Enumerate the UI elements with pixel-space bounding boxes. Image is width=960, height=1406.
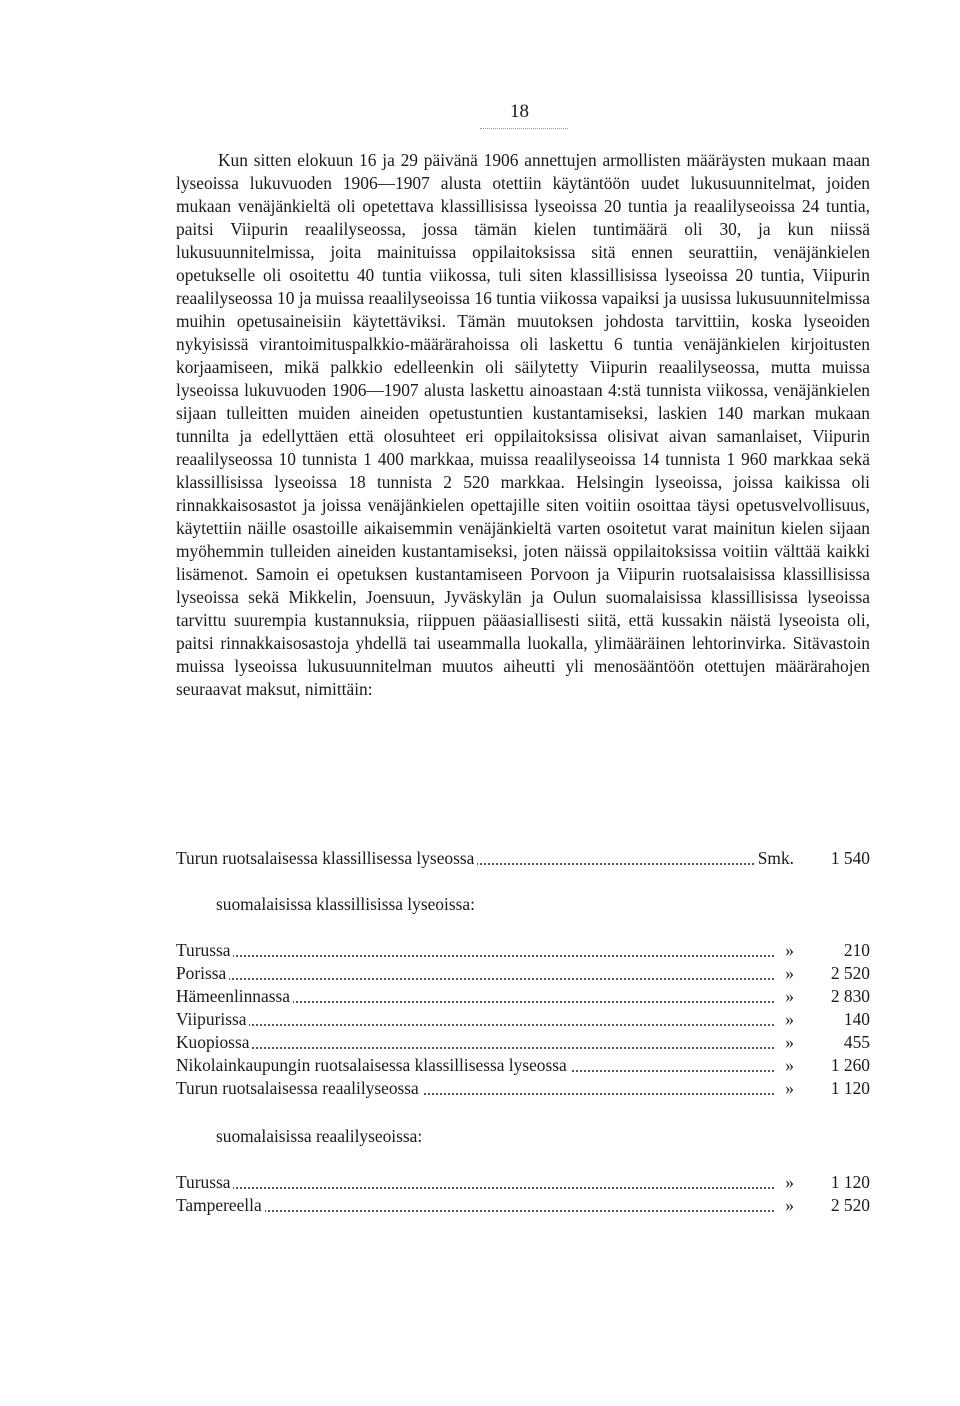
- row-amount: 455: [843, 1032, 870, 1052]
- row-unit: »: [781, 962, 794, 985]
- row-amount: 1 120: [830, 1078, 870, 1098]
- row-unit: »: [781, 1031, 794, 1054]
- row-label: Hämeenlinnassa: [176, 985, 293, 1008]
- row-label: Turussa: [176, 939, 233, 962]
- ledger-row: [176, 1194, 870, 1217]
- leader-dots: [176, 1210, 774, 1212]
- section-heading-classical: suomalaisissa klassillisissa lyseoissa:: [216, 894, 475, 914]
- section-heading-real: suomalaisissa reaalilyseoissa:: [216, 1126, 423, 1146]
- body-paragraph: Kun sitten elokuun 16 ja 29 päivänä 1906 annettujen armollisten määräysten mukaan maan lyseoissa lukuvuoden 1906—1907 alusta otettiin käytäntöön uudet lukusuunnitelmat, joiden mukaan venäjänkieltä oli opetettava klassillisissa lyseoissa 20 tuntia ja reaalilyseoissa 24 tuntia, paitsi Viipurin reaalilyseossa, jossa tämän kielen tuntimäärä oli 30, ja kun niissä lukusuunnitelmissa, joita mainituissa oppilaitoksissa sitä ennen seurattiin, venäjänkielen opetukselle oli osoitettu 40 tuntia viikossa, tuli siten klassillisissa lyseoissa 20 tuntia, Viipurin reaalilyseossa 10 ja muissa reaalilyseoissa 16 tuntia viikossa vapaiksi ja uusissa lukusuunnitelmissa muihin opetusaineisiin käytettäviksi. Tämän muutoksen johdosta tarvittiin, koska lyseoiden nykyisissä virantoimituspalkkio-määrärahoissa oli laskettu 6 tuntia venäjänkielen kirjoitusten korjaamiseen, mikä palkkio edelleenkin oli säilytetty Viipurin reaalilyseossa, mutta muissa lyseoissa lukuvuoden 1906—1907 alusta laskettu ainoastaan 4:stä tunnista viikossa, venäjänkielen sijaan tulleitten muiden aineiden opetustuntien kustantamiseksi, laskien 140 markan mukaan tunnilta ja edellyttäen että olosuhteet eri oppilaitoksissa olisivat aivan samanlaiset, Viipurin reaalilyseossa 10 tunnista 1 400 markkaa, muissa reaalilyseoissa 14 tunnista 1 960 markkaa sekä klassillisissa lyseoissa 18 tunnista 2 520 markkaa. Helsingin lyseoissa, joissa kaikissa oli rinnakkaisosastot ja joissa venäjänkielen opettajille siten voitiin osoittaa täysi opetusvelvollisuus, käytettiin näille osastoille aikaisemmin venäjänkieltä varten osoitetut varat mainitun kielen sijaan myöhemmin tulleiden aineiden kustantamiseksi, joten näissä oppilaitoksissa voitiin välttää kaikki lisämenot. Samoin ei opetuksen kustantamiseen Porvoon ja Viipurin ruotsalaisissa klassillisissa lyseoissa sekä Mikkelin, Joensuun, Jyväskylän ja Oulun suomalaisissa klassillisissa lyseoissa tarvittu suurempia kustannuksia, riippuen pääasiallisesti siitä, että kussakin näistä lyseoista oli, paitsi rinnakkaisosastoja yhdellä tai useammalla luokalla, ylimääräinen lehtorinvirka. Sitävastoin muissa lyseoissa lukusuunnitelman muutos aiheutti yli menosääntöön otettujen määrärahojen seuraavat maksut, nimittäin:: [176, 150, 870, 699]
- row-amount: 210: [843, 940, 870, 960]
- row-unit: »: [781, 985, 794, 1008]
- row-amount: 140: [843, 1009, 870, 1029]
- row-label: Kuopiossa: [176, 1031, 252, 1054]
- leader-dots: [176, 1024, 774, 1026]
- row-unit: »: [781, 1171, 794, 1194]
- ledger-row: [176, 1077, 870, 1100]
- row-label: Porissa: [176, 962, 229, 985]
- leader-dots: [176, 1047, 774, 1049]
- row-label: Turun ruotsalaisessa klassillisessa lyseossa: [176, 847, 477, 870]
- row-amount: 1 260: [830, 1055, 870, 1075]
- ledger-row: [176, 1008, 870, 1031]
- row-unit: »: [781, 1008, 794, 1031]
- row-unit: »: [781, 1054, 794, 1077]
- row-label: Tampereella: [176, 1194, 265, 1217]
- ledger-row: [176, 1054, 870, 1077]
- leader-dots: [176, 955, 774, 957]
- row-unit: »: [781, 1194, 794, 1217]
- page-number-rule: [480, 128, 568, 129]
- leader-dots: [176, 978, 774, 980]
- row-label: Nikolainkaupungin ruotsalaisessa klassillisessa lyseossa: [176, 1054, 570, 1077]
- row-unit: Smk.: [754, 847, 794, 870]
- row-unit: »: [781, 1077, 794, 1100]
- row-amount: 1 120: [830, 1172, 870, 1192]
- page-number: 18: [510, 101, 529, 122]
- ledger-row: [176, 985, 870, 1008]
- row-amount: 2 830: [830, 986, 870, 1006]
- ledger-row: [176, 962, 870, 985]
- ledger-row: [176, 1031, 870, 1054]
- row-amount: 1 540: [830, 848, 870, 868]
- row-amount: 2 520: [830, 963, 870, 983]
- ledger-row: [176, 847, 870, 870]
- ledger-row: [176, 1171, 870, 1194]
- leader-dots: [176, 1187, 774, 1189]
- row-amount: 2 520: [830, 1195, 870, 1215]
- row-label: Turussa: [176, 1171, 233, 1194]
- row-unit: »: [781, 939, 794, 962]
- row-label: Viipurissa: [176, 1008, 249, 1031]
- row-label: Turun ruotsalaisessa reaalilyseossa: [176, 1077, 422, 1100]
- ledger-row: [176, 939, 870, 962]
